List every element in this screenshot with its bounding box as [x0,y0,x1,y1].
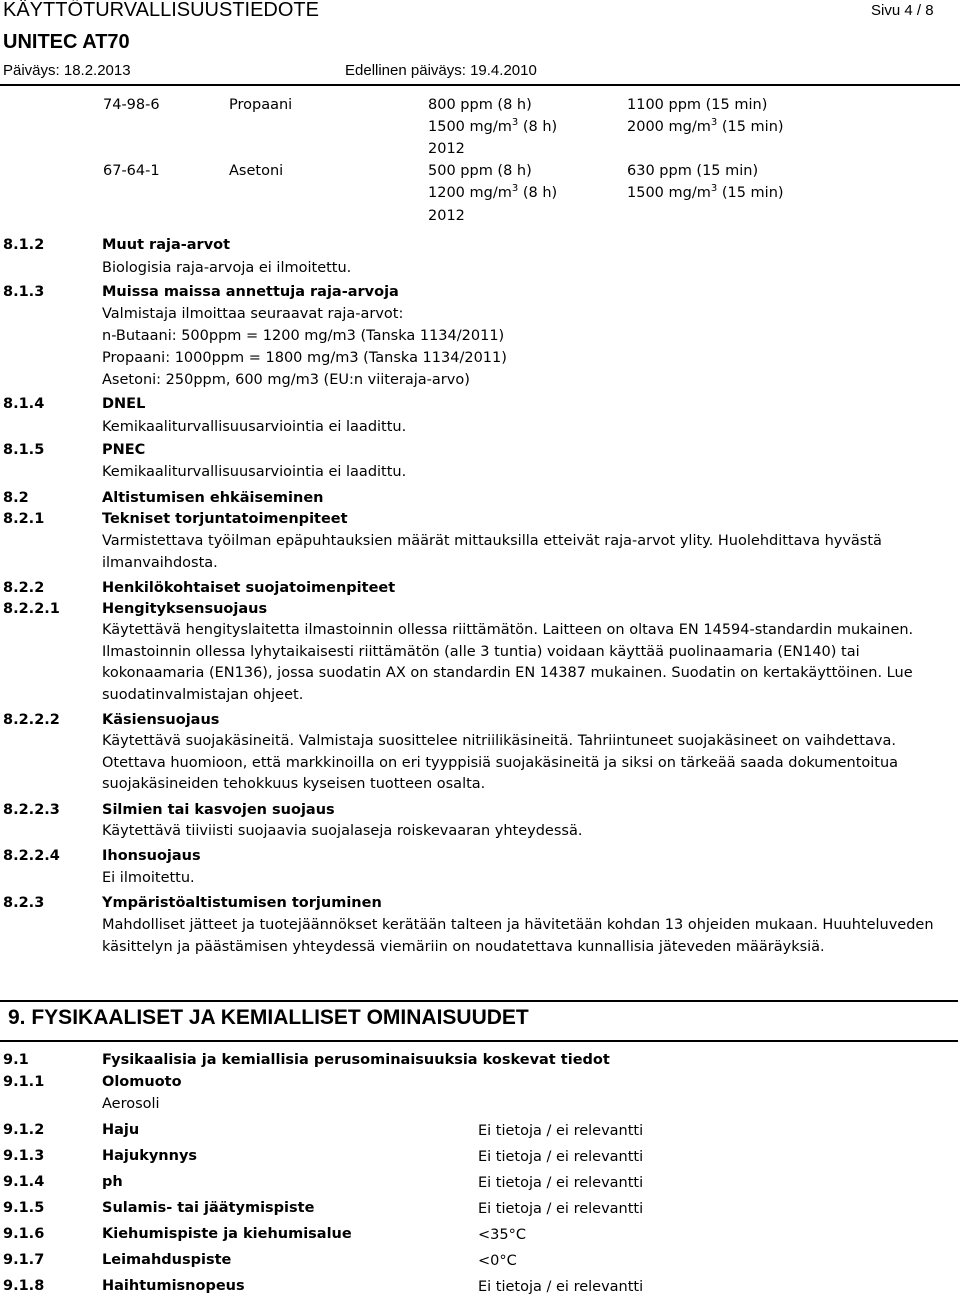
section-text: Käytettävä tiiviisti suojaavia suojalaseja roiskevaaran yhteydessä. [102,823,583,839]
limit-value: 1500 $mg/m^3$ (8 h) [428,117,558,135]
cas-number: 67-64-1 [103,163,160,179]
section-heading: Altistumisen ehkäiseminen [102,490,324,506]
section-text: Propaani: 1000ppm = 1800 mg/m3 (Tanska 1134/2011) [102,350,507,366]
section-number: 8.1.3 [3,284,45,300]
section-number: 8.2.2 [3,580,45,596]
section-text: Varmistettava työilman epäpuhtauksien määrät mittauksilla etteivät raja-arvot ylity. Huolehdittava hyvästä ilmanvaihdosta. [102,533,882,571]
property-label: Leimahduspiste [102,1252,232,1268]
document-title: KÄYTTÖTURVALLISUUSTIEDOTE [3,0,319,21]
section-number: 8.1.4 [3,396,45,412]
limit-value: 1200 $mg/m^3$ (8 h) [428,183,558,201]
short-term-limit: 1500 $mg/m^3$ (15 min) [627,183,784,201]
section-heading: DNEL [102,396,146,412]
short-term-limit: 630 ppm (15 min) [627,163,759,179]
section-number: 9.1 [3,1052,29,1068]
section-number: 8.2.2.3 [3,802,60,818]
section-9-title: 9. FYSIKAALISET JA KEMIALLISET OMINAISUUDET [8,1006,529,1029]
substance-name: Propaani [229,97,293,113]
property-label: ph [102,1174,123,1190]
property-value: Ei tietoja / ei relevantti [478,1123,644,1139]
section-heading: Tekniset torjuntatoimenpiteet [102,511,348,527]
limit-year: 2012 [428,141,465,157]
page-number: Sivu 4 / 8 [871,2,934,19]
short-term-limit: 1100 ppm (15 min) [627,97,768,113]
section-text: Biologisia raja-arvoja ei ilmoitettu. [102,260,352,276]
section-number: 8.1.5 [3,442,45,458]
section-heading: Henkilökohtaiset suojatoimenpiteet [102,580,396,596]
section-heading: Olomuoto [102,1074,182,1090]
section-text: Kemikaaliturvallisuusarviointia ei laadittu. [102,464,407,480]
section-text: Mahdolliset jätteet ja tuotejäännökset kerätään talteen ja hävitetään kohdan 13 ohjeiden mukaan. Huuhteluveden käsittelyn ja päästämisen yhteydessä viemäriin on noudatettava kunnallisia jäteveden määräyksiä. [102,917,934,955]
section-text: Käytettävä hengityslaitetta ilmastoinnin ollessa riittämätön. Laitteen on oltava EN 14594-standardin mukainen. Ilmastoinnin ollessa lyhytaikaisesti riittämätön (alle 3 tuntia) voidaan käyttää puolinaamaria (EN140) tai kokonaamaria (EN136), jossa suodatin AX on standardin EN 14387 mukainen. Suodatin on kertakäyttöinen. Lue suodatinvalmistajan ohjeet. [102,622,914,703]
property-number: 9.1.5 [3,1200,45,1216]
section-number: 8.2 [3,490,29,506]
property-number: 9.1.4 [3,1174,45,1190]
section-heading: Ihonsuojaus [102,848,201,864]
revision-date: Päiväys: 18.2.2013 [3,62,131,79]
section-number: 8.2.3 [3,895,45,911]
section-heading: Ympäristöaltistumisen torjuminen [102,895,382,911]
property-label: Haihtumisnopeus [102,1278,245,1294]
section-number: 8.1.2 [3,237,45,253]
property-label: Hajukynnys [102,1148,198,1164]
section-text: Ei ilmoitettu. [102,870,195,886]
section-heading: PNEC [102,442,146,458]
limit-year: 2012 [428,208,465,224]
section-heading: Hengityksensuojaus [102,601,268,617]
property-label: Haju [102,1122,140,1138]
short-term-limit: 2000 $mg/m^3$ (15 min) [627,117,784,135]
substance-name: Asetoni [229,163,284,179]
property-value: Ei tietoja / ei relevantti [478,1175,644,1191]
property-value: <0°C [478,1253,517,1269]
section-number: 9.1.1 [3,1074,45,1090]
section-text: n-Butaani: 500ppm = 1200 mg/m3 (Tanska 1134/2011) [102,328,505,344]
section-heading: Muissa maissa annettuja raja-arvoja [102,284,399,300]
property-value: Ei tietoja / ei relevantti [478,1279,644,1295]
property-number: 9.1.8 [3,1278,45,1294]
property-label: Kiehumispiste ja kiehumisalue [102,1226,352,1242]
property-number: 9.1.2 [3,1122,45,1138]
property-number: 9.1.3 [3,1148,45,1164]
section-text: Asetoni: 250ppm, 600 mg/m3 (EU:n viiteraja-arvo) [102,372,470,388]
section-text: Kemikaaliturvallisuusarviointia ei laadittu. [102,419,407,435]
header-divider [0,84,960,86]
section-number: 8.2.1 [3,511,45,527]
limit-value: 500 ppm (8 h) [428,163,532,179]
section-heading: Silmien tai kasvojen suojaus [102,802,335,818]
section-text: Käytettävä suojakäsineitä. Valmistaja suosittelee nitriilikäsineitä. Tahriintuneet suojakäsineet on vaihdettava. Otettava huomioon, että markkinoilla on eri tyyppisiä suojakäsineitä ja siksi on tärkeää saada dokumentoitua suojakäsineiden tehokkuus kyseisen tuotteen osalta. [102,733,899,792]
section-heading: Muut raja-arvot [102,237,231,253]
section-text: Aerosoli [102,1096,160,1112]
previous-revision-date: Edellinen päiväys: 19.4.2010 [345,62,537,79]
property-value: Ei tietoja / ei relevantti [478,1201,644,1217]
section-heading: Käsiensuojaus [102,712,220,728]
cas-number: 74-98-6 [103,97,160,113]
property-label: Sulamis- tai jäätymispiste [102,1200,315,1216]
limit-value: 800 ppm (8 h) [428,97,532,113]
property-value: Ei tietoja / ei relevantti [478,1149,644,1165]
property-number: 9.1.7 [3,1252,45,1268]
section-number: 8.2.2.1 [3,601,60,617]
property-value: <35°C [478,1227,526,1243]
section-heading: Fysikaalisia ja kemiallisia perusominaisuuksia koskevat tiedot [102,1052,610,1068]
section-number: 8.2.2.4 [3,848,60,864]
section-text: Valmistaja ilmoittaa seuraavat raja-arvot: [102,306,404,322]
section-number: 8.2.2.2 [3,712,60,728]
product-name: UNITEC AT70 [3,31,130,53]
property-number: 9.1.6 [3,1226,45,1242]
